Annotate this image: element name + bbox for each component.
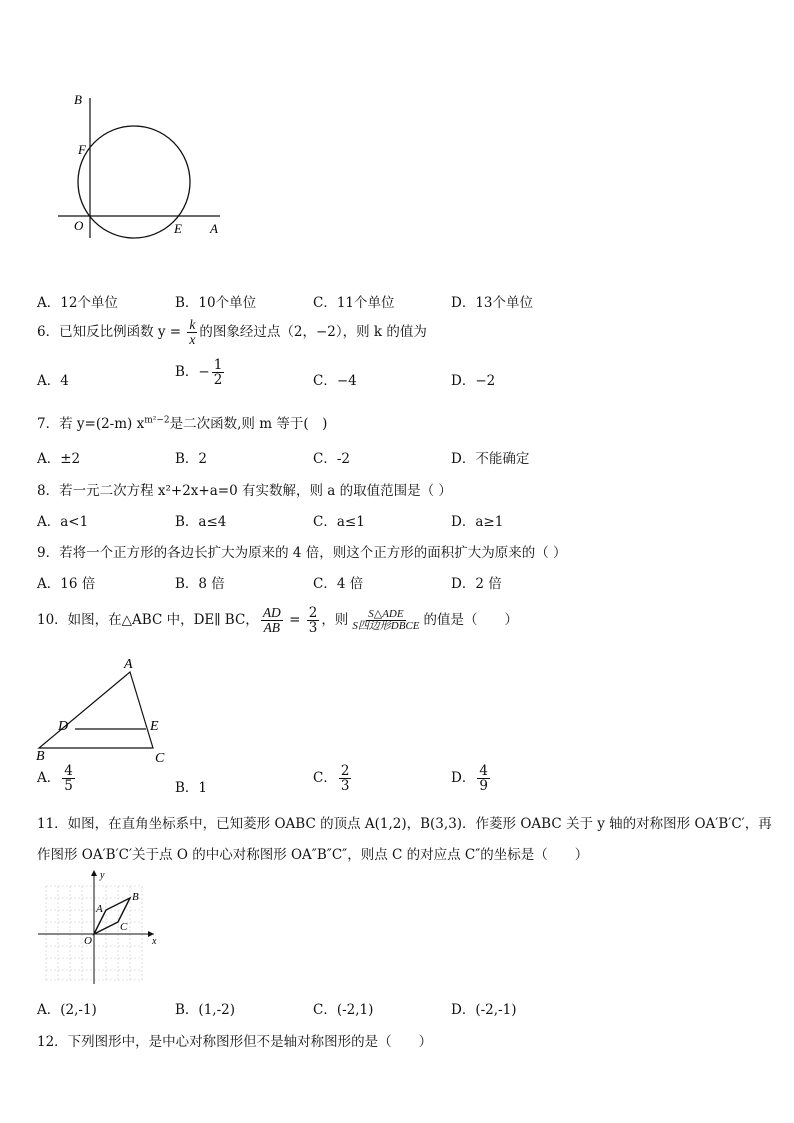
label-O: O	[84, 935, 92, 947]
q11-option-c[interactable]: C．(-2,1)	[313, 1002, 374, 1018]
q9-option-a[interactable]: A．16 倍	[37, 576, 96, 592]
q11-option-d[interactable]: D．(-2,-1)	[451, 1002, 517, 1018]
q10-stem: 10．如图，在△ABC 中，DE∥ BC， $\frac{AD}{AB}$ = $\frac{2}{3}$ ，则 $\frac{\text{S△ADE}}{\text{S四边形DBCE}}$ 的值是（ ）	[37, 605, 519, 637]
q9-option-b[interactable]: B．8 倍	[175, 576, 225, 592]
q8-option-c[interactable]: C．a≤1	[313, 514, 365, 530]
q6-option-a[interactable]: A．4	[37, 373, 69, 389]
q8-option-d[interactable]: D．a≥1	[451, 514, 504, 530]
q7-option-b[interactable]: B．2	[175, 451, 208, 467]
label-F: F	[78, 142, 86, 157]
label-B: B	[74, 92, 82, 107]
label-E: E	[150, 719, 159, 734]
q10-option-b[interactable]: B．1	[175, 780, 208, 796]
triangle-figure	[30, 656, 180, 768]
q7-option-d[interactable]: D．不能确定	[451, 451, 530, 467]
rhombus-figure	[36, 868, 166, 986]
q8-option-a[interactable]: A．a<1	[37, 514, 89, 530]
label-D: D	[58, 719, 69, 734]
q8-stem: 8．若一元二次方程 x²+2x+a=0 有实数解，则 a 的取值范围是（ ）	[37, 483, 452, 499]
q6-option-c[interactable]: C．−4	[313, 373, 357, 389]
circle-figure	[50, 88, 230, 248]
q7-option-a[interactable]: A．±2	[37, 451, 81, 467]
label-O: O	[74, 218, 84, 233]
q10-option-c[interactable]: C． $\frac{2}{3}$	[313, 763, 350, 795]
label-B: B	[132, 891, 139, 903]
label-B: B	[36, 749, 45, 764]
q7-stem: 7．若 y=(2-m) $x^{m^2-2}$是二次函数,则 m 等于( )	[37, 415, 328, 432]
q5-option-d[interactable]: D．13个单位	[451, 295, 534, 311]
q12-stem: 12．下列图形中，是中心对称图形但不是轴对称图形的是（ ）	[37, 1034, 433, 1050]
label-C: C	[120, 921, 128, 933]
q11-stem-line2: 作图形 OA′B′C′关于点 O 的中心对称图形 OA″B″C″，则点 C 的对应点 C″的坐标是（ ）	[37, 847, 589, 863]
label-y: y	[100, 870, 105, 881]
label-E: E	[174, 221, 182, 236]
q11-option-a[interactable]: A．(2,-1)	[37, 1002, 97, 1018]
q5-option-a[interactable]: A．12个单位	[37, 295, 118, 311]
q11-option-b[interactable]: B．(1,-2)	[175, 1002, 235, 1018]
q6-fraction: $\frac{k}{x}$	[189, 317, 196, 348]
q10-option-d[interactable]: D． $\frac{4}{9}$	[451, 763, 488, 795]
q11-stem-line1: 11．如图，在直角坐标系中，已知菱形 OABC 的顶点 A(1,2)，B(3,3)．作菱形 OABC 关于 y 轴的对称图形 OA′B′C′，再	[37, 816, 772, 832]
q5-option-c[interactable]: C．11个单位	[313, 295, 395, 311]
q7-option-c[interactable]: C．-2	[313, 451, 350, 467]
label-C: C	[155, 751, 165, 766]
q8-option-b[interactable]: B．a≤4	[175, 514, 227, 530]
q6-stem: 6．已知反比例函数 y = $\frac{k}{x}$ 的图象经过点（2，−2），则 k 的值为	[37, 317, 427, 348]
q10-option-a[interactable]: A． $\frac{4}{5}$	[37, 763, 73, 795]
q5-option-b[interactable]: B．10个单位	[175, 295, 257, 311]
q9-option-c[interactable]: C．4 倍	[313, 576, 364, 592]
label-x: x	[152, 936, 157, 947]
label-A: A	[96, 903, 103, 915]
label-A: A	[124, 657, 133, 672]
label-A: A	[210, 221, 218, 236]
q6-option-b[interactable]: B．− $\frac{1}{2}$	[175, 357, 223, 389]
q6-option-d[interactable]: D．−2	[451, 373, 496, 389]
q9-option-d[interactable]: D．2 倍	[451, 576, 502, 592]
q9-stem: 9．若将一个正方形的各边长扩大为原来的 4 倍，则这个正方形的面积扩大为原来的（ ）	[37, 545, 567, 561]
